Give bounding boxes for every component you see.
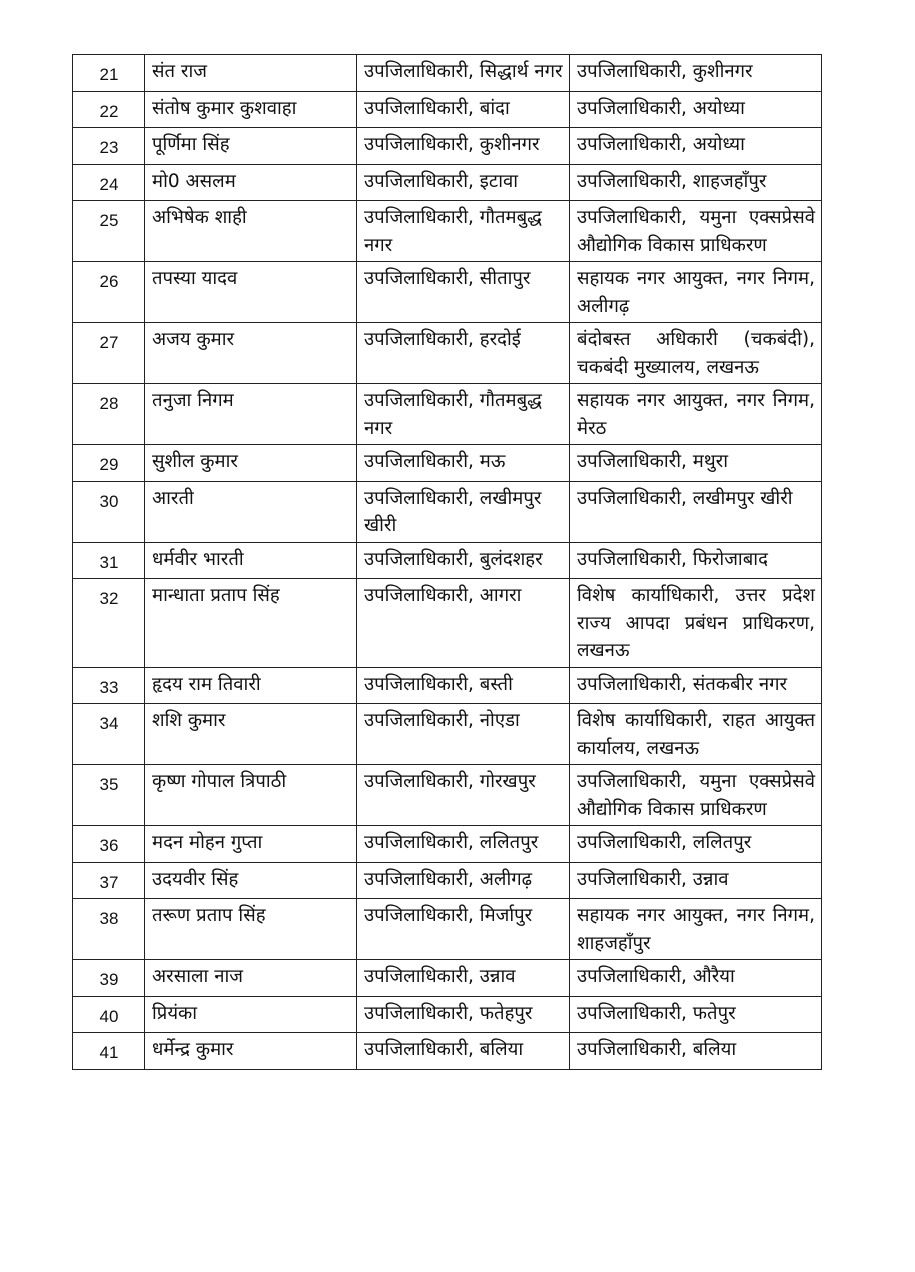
officer-name-cell: शशि कुमार <box>145 704 357 765</box>
new-post-cell: विशेष कार्याधिकारी, उत्तर प्रदेश राज्य आपदा प्रबंधन प्राधिकरण, लखनऊ <box>570 579 822 668</box>
new-post-cell: उपजिलाधिकारी, औरैया <box>570 960 822 997</box>
officer-name-cell: संतोष कुमार कुशवाहा <box>145 91 357 128</box>
serial-number-cell: 39 <box>73 960 145 997</box>
serial-number-cell: 22 <box>73 91 145 128</box>
current-post-cell: उपजिलाधिकारी, गौतमबुद्ध नगर <box>357 384 570 445</box>
serial-number-cell: 24 <box>73 164 145 201</box>
new-post-cell: उपजिलाधिकारी, अयोध्या <box>570 91 822 128</box>
new-post-cell: उपजिलाधिकारी, फिरोजाबाद <box>570 542 822 579</box>
table-row <box>73 481 822 542</box>
officer-name-cell: उदयवीर सिंह <box>145 862 357 899</box>
table-row <box>73 996 822 1033</box>
table-row <box>73 384 822 445</box>
table-body <box>73 55 822 1070</box>
serial-number-cell: 32 <box>73 579 145 668</box>
current-post-cell: उपजिलाधिकारी, अलीगढ़ <box>357 862 570 899</box>
current-post-cell: उपजिलाधिकारी, बांदा <box>357 91 570 128</box>
table-row <box>73 667 822 704</box>
table-row <box>73 826 822 863</box>
table-row <box>73 579 822 668</box>
current-post-cell: उपजिलाधिकारी, मऊ <box>357 445 570 482</box>
current-post-cell: उपजिलाधिकारी, फतेहपुर <box>357 996 570 1033</box>
current-post-cell: उपजिलाधिकारी, हरदोई <box>357 323 570 384</box>
officer-name-cell: हृदय राम तिवारी <box>145 667 357 704</box>
new-post-cell: उपजिलाधिकारी, ललितपुर <box>570 826 822 863</box>
current-post-cell: उपजिलाधिकारी, गोरखपुर <box>357 765 570 826</box>
serial-number-cell: 23 <box>73 128 145 165</box>
new-post-cell: उपजिलाधिकारी, अयोध्या <box>570 128 822 165</box>
new-post-cell: उपजिलाधिकारी, उन्नाव <box>570 862 822 899</box>
new-post-cell: उपजिलाधिकारी, संतकबीर नगर <box>570 667 822 704</box>
serial-number-cell: 40 <box>73 996 145 1033</box>
new-post-cell: उपजिलाधिकारी, कुशीनगर <box>570 55 822 92</box>
officer-name-cell: धर्मेन्द्र कुमार <box>145 1033 357 1070</box>
current-post-cell: उपजिलाधिकारी, इटावा <box>357 164 570 201</box>
officer-name-cell: अभिषेक शाही <box>145 201 357 262</box>
current-post-cell: उपजिलाधिकारी, सीतापुर <box>357 262 570 323</box>
officer-name-cell: तनुजा निगम <box>145 384 357 445</box>
table-row <box>73 91 822 128</box>
serial-number-cell: 36 <box>73 826 145 863</box>
current-post-cell: उपजिलाधिकारी, नोएडा <box>357 704 570 765</box>
current-post-cell: उपजिलाधिकारी, लखीमपुर खीरी <box>357 481 570 542</box>
new-post-cell: सहायक नगर आयुक्त, नगर निगम, शाहजहाँपुर <box>570 899 822 960</box>
new-post-cell: उपजिलाधिकारी, मथुरा <box>570 445 822 482</box>
new-post-cell: उपजिलाधिकारी, यमुना एक्सप्रेसवे औद्योगिक विकास प्राधिकरण <box>570 201 822 262</box>
officer-name-cell: अरसाला नाज <box>145 960 357 997</box>
current-post-cell: उपजिलाधिकारी, मिर्जापुर <box>357 899 570 960</box>
serial-number-cell: 38 <box>73 899 145 960</box>
new-post-cell: उपजिलाधिकारी, लखीमपुर खीरी <box>570 481 822 542</box>
officer-name-cell: पूर्णिमा सिंह <box>145 128 357 165</box>
officer-name-cell: प्रियंका <box>145 996 357 1033</box>
new-post-cell: बंदोबस्त अधिकारी (चकबंदी), चकबंदी मुख्यालय, लखनऊ <box>570 323 822 384</box>
officer-name-cell: आरती <box>145 481 357 542</box>
table-row <box>73 262 822 323</box>
new-post-cell: उपजिलाधिकारी, शाहजहाँपुर <box>570 164 822 201</box>
transfer-table <box>72 54 822 1070</box>
officer-name-cell: तपस्या यादव <box>145 262 357 323</box>
current-post-cell: उपजिलाधिकारी, आगरा <box>357 579 570 668</box>
new-post-cell: उपजिलाधिकारी, बलिया <box>570 1033 822 1070</box>
serial-number-cell: 25 <box>73 201 145 262</box>
current-post-cell: उपजिलाधिकारी, कुशीनगर <box>357 128 570 165</box>
serial-number-cell: 26 <box>73 262 145 323</box>
new-post-cell: सहायक नगर आयुक्त, नगर निगम, अलीगढ़ <box>570 262 822 323</box>
officer-name-cell: मान्धाता प्रताप सिंह <box>145 579 357 668</box>
new-post-cell: सहायक नगर आयुक्त, नगर निगम, मेरठ <box>570 384 822 445</box>
table-row <box>73 862 822 899</box>
serial-number-cell: 28 <box>73 384 145 445</box>
table-row <box>73 960 822 997</box>
table-row <box>73 128 822 165</box>
table-row <box>73 1033 822 1070</box>
officer-name-cell: तरूण प्रताप सिंह <box>145 899 357 960</box>
serial-number-cell: 37 <box>73 862 145 899</box>
table-row <box>73 323 822 384</box>
serial-number-cell: 21 <box>73 55 145 92</box>
table-row <box>73 542 822 579</box>
table-row <box>73 445 822 482</box>
serial-number-cell: 33 <box>73 667 145 704</box>
table-row <box>73 899 822 960</box>
table-row <box>73 55 822 92</box>
transfer-list-page <box>72 54 822 1070</box>
table-row <box>73 164 822 201</box>
current-post-cell: उपजिलाधिकारी, ललितपुर <box>357 826 570 863</box>
new-post-cell: उपजिलाधिकारी, यमुना एक्सप्रेसवे औद्योगिक विकास प्राधिकरण <box>570 765 822 826</box>
current-post-cell: उपजिलाधिकारी, उन्नाव <box>357 960 570 997</box>
officer-name-cell: मो0 असलम <box>145 164 357 201</box>
officer-name-cell: मदन मोहन गुप्ता <box>145 826 357 863</box>
serial-number-cell: 34 <box>73 704 145 765</box>
table-row <box>73 765 822 826</box>
officer-name-cell: संत राज <box>145 55 357 92</box>
current-post-cell: उपजिलाधिकारी, बस्ती <box>357 667 570 704</box>
current-post-cell: उपजिलाधिकारी, बुलंदशहर <box>357 542 570 579</box>
table-row <box>73 704 822 765</box>
serial-number-cell: 27 <box>73 323 145 384</box>
serial-number-cell: 29 <box>73 445 145 482</box>
serial-number-cell: 41 <box>73 1033 145 1070</box>
current-post-cell: उपजिलाधिकारी, बलिया <box>357 1033 570 1070</box>
table-row <box>73 201 822 262</box>
serial-number-cell: 30 <box>73 481 145 542</box>
officer-name-cell: धर्मवीर भारती <box>145 542 357 579</box>
serial-number-cell: 31 <box>73 542 145 579</box>
officer-name-cell: कृष्ण गोपाल त्रिपाठी <box>145 765 357 826</box>
officer-name-cell: अजय कुमार <box>145 323 357 384</box>
new-post-cell: उपजिलाधिकारी, फतेपुर <box>570 996 822 1033</box>
current-post-cell: उपजिलाधिकारी, गौतमबुद्ध नगर <box>357 201 570 262</box>
current-post-cell: उपजिलाधिकारी, सिद्धार्थ नगर <box>357 55 570 92</box>
new-post-cell: विशेष कार्याधिकारी, राहत आयुक्त कार्यालय, लखनऊ <box>570 704 822 765</box>
officer-name-cell: सुशील कुमार <box>145 445 357 482</box>
serial-number-cell: 35 <box>73 765 145 826</box>
